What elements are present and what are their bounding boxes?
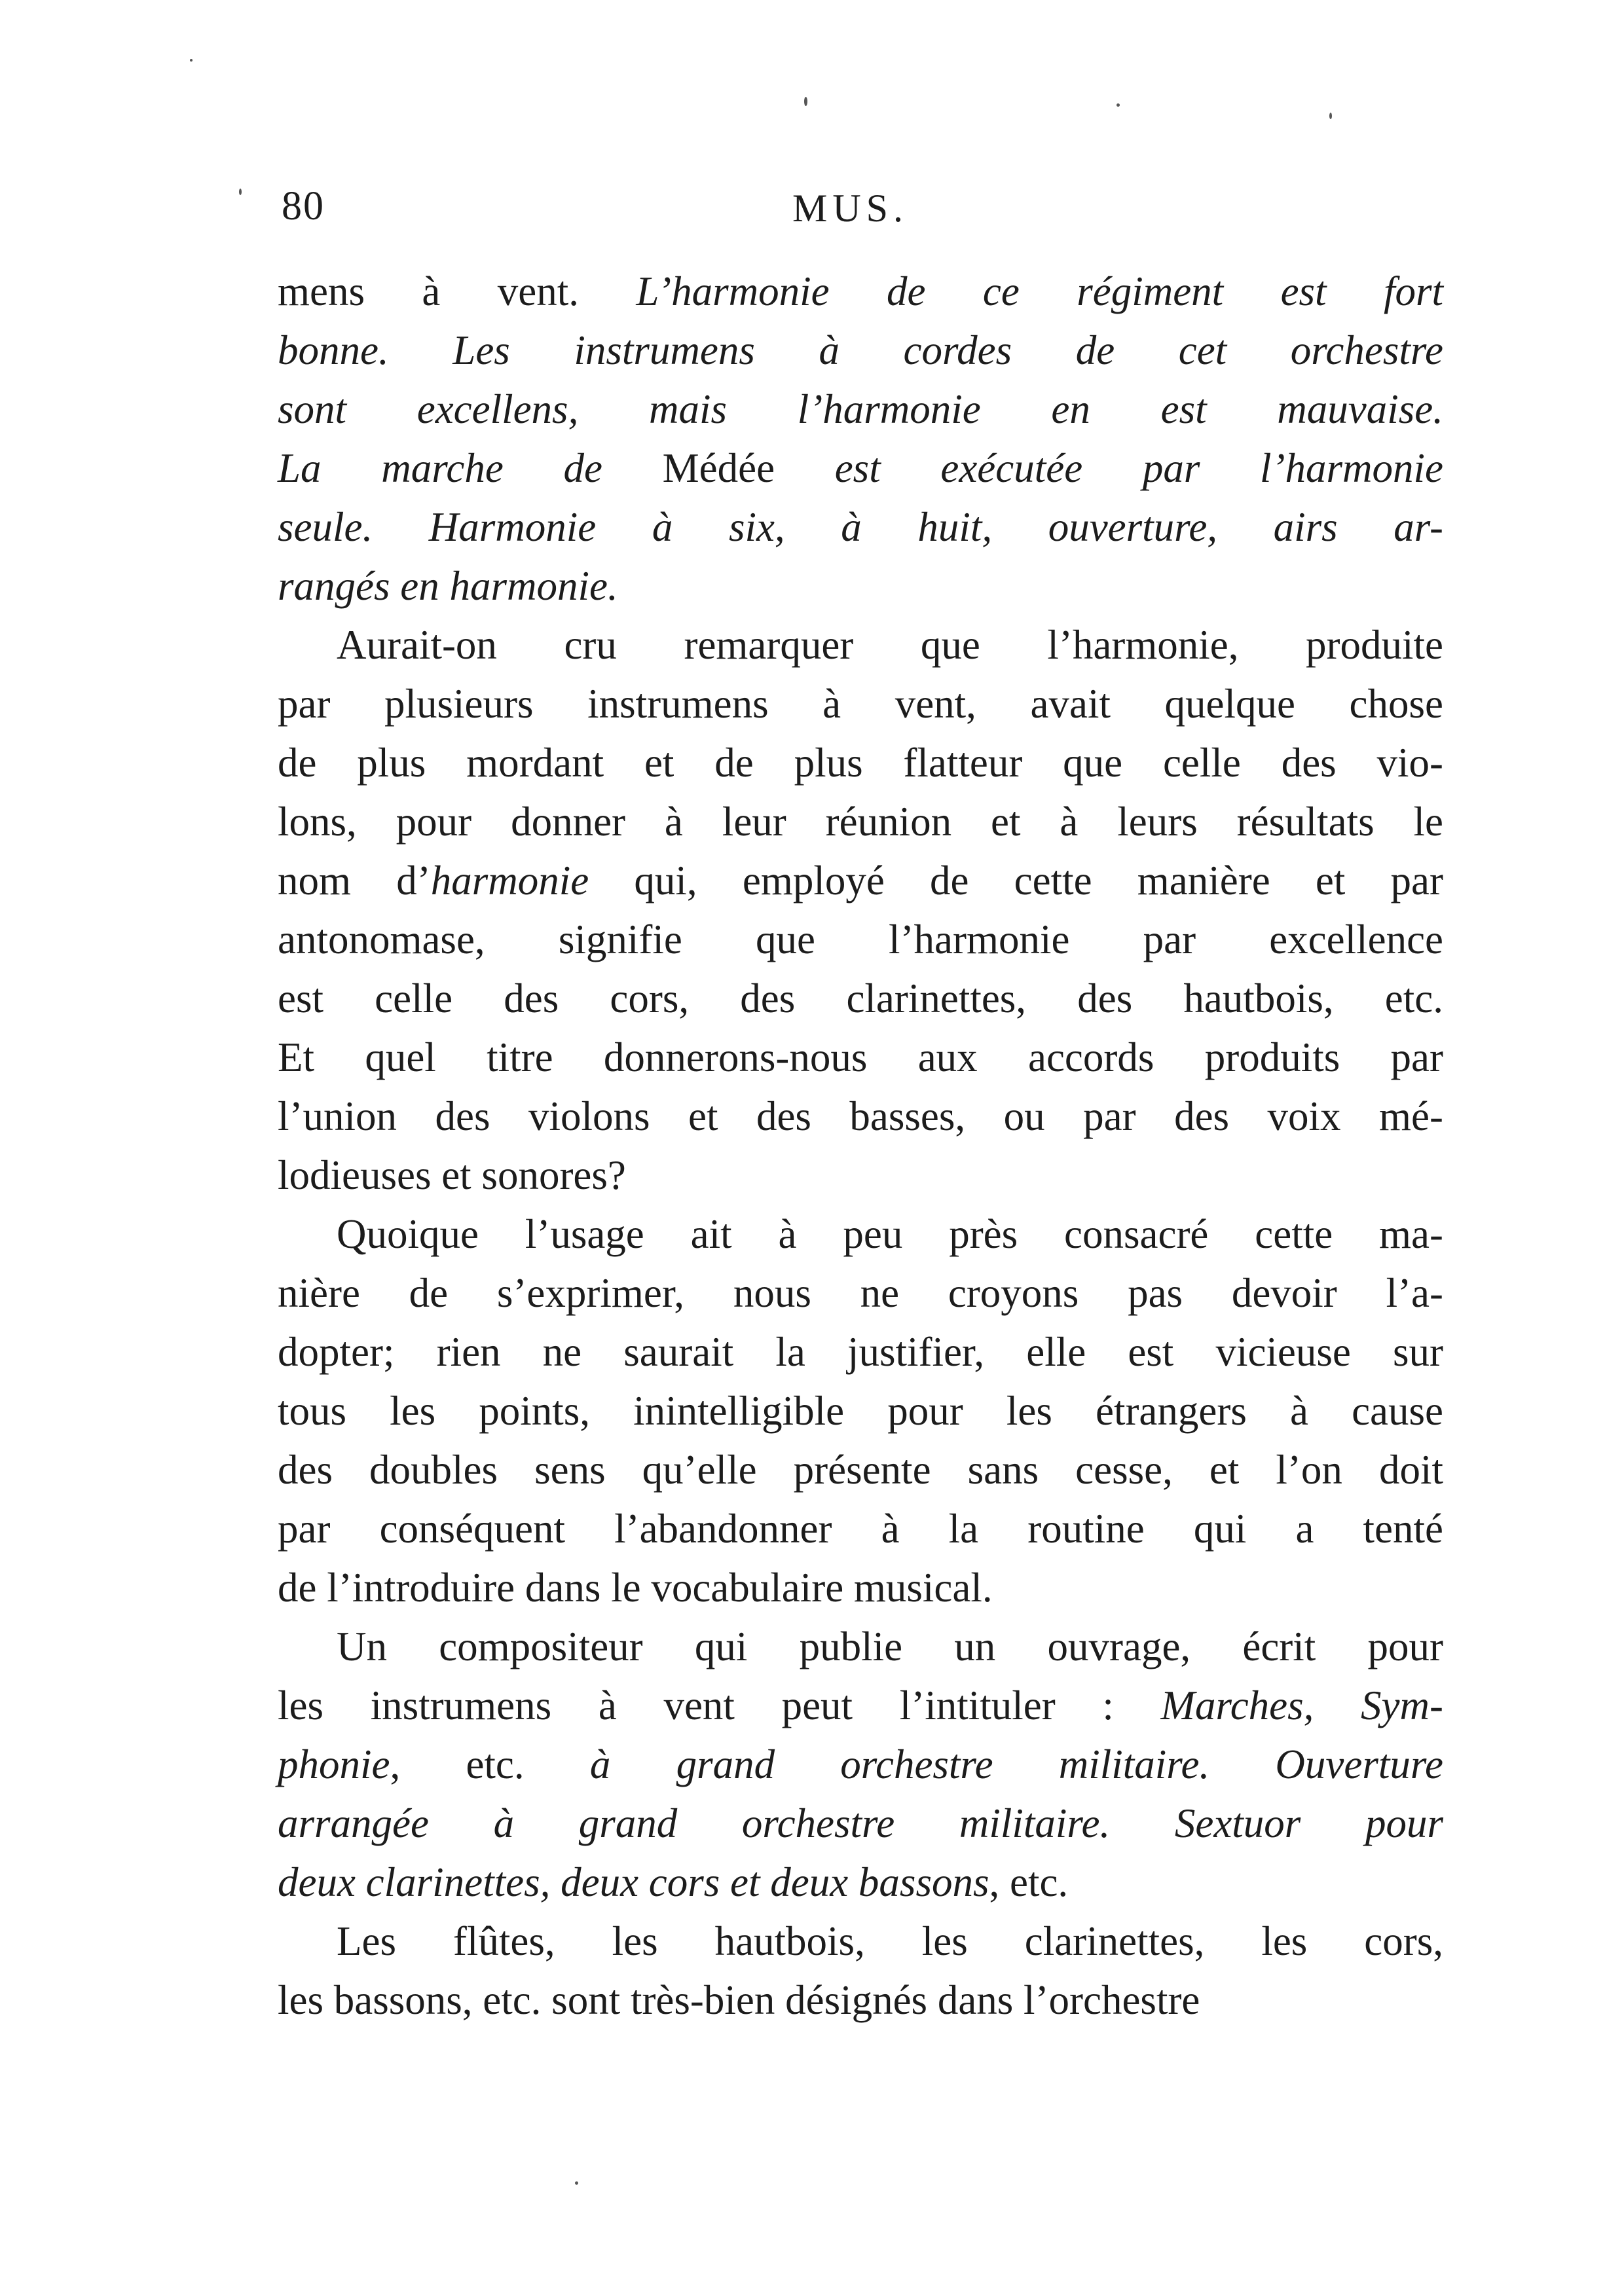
roman-run: par plusieurs instrumens à vent, avait quelque chose — [278, 681, 1443, 727]
roman-run: tous les points, inintelligible pour les étrangers à cause — [278, 1388, 1443, 1434]
roman-run: l’union des violons et des basses, ou par des voix mé- — [278, 1093, 1443, 1139]
text-line — [278, 1676, 1443, 1735]
italic-run: phonie — [278, 1741, 390, 1787]
text-line — [278, 674, 1443, 733]
running-head: MUS. — [792, 187, 909, 230]
roman-run: de l’introduire dans le vocabulaire musical. — [278, 1565, 993, 1611]
italic-run: est exécutée par l’harmonie — [775, 445, 1443, 491]
text-line — [278, 910, 1443, 969]
text-line — [278, 321, 1443, 380]
italic-run: à grand orchestre militaire. Ouverture — [589, 1741, 1443, 1787]
text-line — [278, 615, 1443, 674]
text-line — [278, 733, 1443, 792]
roman-run: de plus mordant et de plus flatteur que celle des vio- — [278, 740, 1443, 786]
text-line — [278, 1558, 1443, 1617]
italic-run: sont excellens, mais l’harmonie en est mauvaise. — [278, 386, 1443, 432]
text-line — [278, 969, 1443, 1028]
body-text — [278, 262, 1443, 2030]
roman-run: des doubles sens qu’elle présente sans cesse, et l’on doit — [278, 1447, 1443, 1493]
roman-run: mens à vent. — [278, 268, 637, 314]
text-line — [278, 1087, 1443, 1146]
roman-run: Et quel titre donnerons-nous aux accords produits par — [278, 1034, 1443, 1080]
text-line — [278, 1971, 1443, 2030]
text-line — [278, 1264, 1443, 1322]
text-line — [278, 439, 1443, 498]
text-line — [278, 380, 1443, 439]
text-line — [278, 498, 1443, 556]
scan-speck — [190, 59, 193, 62]
roman-run: , etc. — [989, 1859, 1069, 1905]
paragraph — [278, 615, 1443, 1205]
roman-run: les instrumens à vent peut l’intituler : — [278, 1683, 1161, 1728]
italic-run: arrangée à grand orchestre militaire. Sextuor pour — [278, 1800, 1443, 1846]
text-line — [278, 1794, 1443, 1853]
text-line — [278, 1853, 1443, 1912]
roman-run: nière de s’exprimer, nous ne croyons pas devoir l’a- — [278, 1270, 1443, 1316]
scan-speck — [1329, 113, 1332, 119]
italic-run: deux clarinettes, deux cors et deux bassons — [278, 1859, 989, 1905]
italic-run: harmonie — [430, 858, 589, 903]
text-line — [278, 1028, 1443, 1087]
italic-run: La marche de — [278, 445, 663, 491]
text-line — [278, 1735, 1443, 1794]
italic-run: bonne. Les instrumens à cordes de cet orchestre — [278, 327, 1443, 373]
paragraph — [278, 1617, 1443, 1912]
roman-run: Quoique l’usage ait à peu près consacré cette ma- — [337, 1211, 1443, 1257]
roman-run: Les flûtes, les hautbois, les clarinettes, les cors, — [337, 1918, 1443, 1964]
roman-run: antonomase, signifie que l’harmonie par excellence — [278, 917, 1443, 962]
text-line — [278, 1912, 1443, 1971]
text-line — [278, 792, 1443, 851]
roman-run: Médée — [662, 445, 775, 491]
roman-run: par conséquent l’abandonner à la routine qui a tenté — [278, 1506, 1443, 1552]
paragraph — [278, 1205, 1443, 1617]
text-line — [278, 1381, 1443, 1440]
italic-run: rangés en harmonie. — [278, 563, 618, 609]
scan-speck — [239, 189, 242, 195]
roman-run: lons, pour donner à leur réunion et à leurs résultats le — [278, 799, 1443, 845]
roman-run: qui, employé de cette manière et par — [589, 858, 1444, 903]
text-line — [278, 1322, 1443, 1381]
roman-run: est celle des cors, des clarinettes, des hautbois, etc. — [278, 975, 1443, 1021]
text-line — [278, 1205, 1443, 1264]
roman-run: dopter; rien ne saurait la justifier, elle est vicieuse sur — [278, 1329, 1443, 1375]
scan-speck — [1116, 103, 1120, 107]
italic-run: Marches, Sym- — [1160, 1683, 1443, 1728]
paragraph — [278, 262, 1443, 615]
text-line — [278, 1440, 1443, 1499]
page-number: 80 — [282, 184, 325, 228]
roman-run: Un compositeur qui publie un ouvrage, écrit pour — [337, 1624, 1443, 1669]
page-header — [282, 183, 1434, 242]
scan-speck — [804, 97, 807, 106]
roman-run: nom d’ — [278, 858, 431, 903]
italic-run: L’harmonie de ce régiment est fort — [636, 268, 1443, 314]
roman-run: Aurait-on cru remarquer que l’harmonie, produite — [337, 622, 1443, 668]
text-line — [278, 556, 1443, 615]
roman-run: , etc. — [390, 1741, 590, 1787]
roman-run: les bassons, etc. sont très-bien désignés dans l’orchestre — [278, 1977, 1200, 2023]
text-line — [278, 1499, 1443, 1558]
text-line — [278, 1617, 1443, 1676]
text-line — [278, 1146, 1443, 1205]
roman-run: lodieuses et sonores? — [278, 1152, 626, 1198]
text-line — [278, 262, 1443, 321]
paragraph — [278, 1912, 1443, 2030]
italic-run: seule. Harmonie à six, à huit, ouverture, airs ar- — [278, 504, 1443, 550]
scan-speck — [575, 2181, 578, 2185]
text-line — [278, 851, 1443, 910]
